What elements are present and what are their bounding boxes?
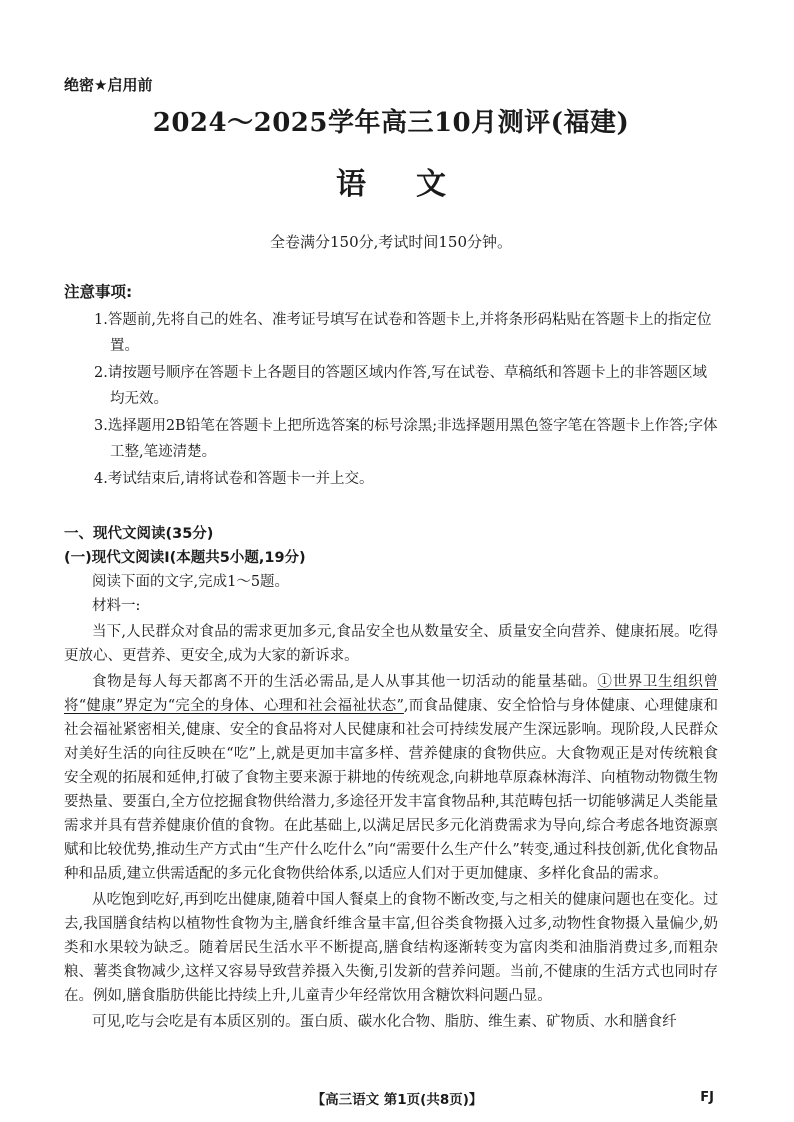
region-code: FJ: [700, 1090, 714, 1105]
subsection-heading: (一)现代文阅读Ⅰ(本题共5小题,19分): [64, 550, 306, 566]
passage-paragraph: 可见,吃与会吃是有本质区别的。蛋白质、碳水化合物、脂肪、维生素、矿物质、水和膳食纤: [92, 1014, 677, 1030]
exam-title: 2024～2025学年高三10月测评(福建): [152, 108, 630, 138]
passage-paragraph: 从吃饱到吃好,再到吃出健康,随着中国人餐桌上的食物不断改变,与之相关的健康问题也在变化。过去,我国膳食结构以植物性食物为主,膳食纤维含量丰富,但谷类食物摄入过多,动物性食物摄入量偏少,奶类和水果较为缺乏。随着居民生活水平不断提高,膳食结构逐渐转变为富肉类和油脂消费过多,而粗杂粮、薯类食物减少,这样又容易导致营养摄入失衡,引发新的营养问题。当前,不健康的生活方式也同时存在。例如,膳食脂肪供能比持续上升,儿童青少年经常饮用含糖饮料问题凸显。: [64, 892, 718, 1004]
reading-instruction: 阅读下面的文字,完成1～5题。: [92, 574, 290, 590]
passage-paragraph: 当下,人民群众对食品的需求更加多元,食品安全也从数量安全、质量安全向营养、健康拓展。吃得更放心、更营养、更安全,成为大家的新诉求。: [64, 624, 718, 664]
subject-title: 语文: [336, 167, 496, 202]
notice-list: [94, 307, 718, 492]
exam-info: 全卷满分150分,考试时间150分钟。: [269, 233, 513, 251]
passage-paragraph: [64, 670, 718, 886]
notice-item: 3.选择题用2B铅笔在答题卡上把所选答案的标号涂黑;非选择题用黑色签字笔在答题卡上作答;字体工整,笔迹清楚。: [94, 418, 718, 460]
page-footer: 【高三语文 第1页(共8页)】: [311, 1092, 483, 1108]
notice-item: 2.请按题号顺序在答题卡上各题目的答题区域内作答,写在试卷、草稿纸和答题卡上的非答题区域均无效。: [94, 365, 707, 407]
section-heading: 一、现代文阅读(35分): [64, 526, 214, 542]
notice-heading: 注意事项:: [64, 283, 133, 301]
notice-item: 4.考试结束后,请将试卷和答题卡一并上交。: [94, 471, 374, 487]
underlined-text: 世界卫生组织曾将“健康”界定为“完全的身体、心理和社会福祉状态”: [64, 674, 718, 714]
notice-item: 1.答题前,先将自己的姓名、准考证号填写在试卷和答题卡上,并将条形码粘贴在答题卡上的指定位置。: [94, 312, 712, 354]
passage-text: ,而食品健康、安全恰恰与身体健康、心理健康和社会福祉紧密相关,健康、安全的食品将对人民健康和社会可持续发展产生深远影响。现阶段,人民群众对美好生活的向往反映在“吃”上,就是更加丰富多样、营养健康的食物供应。大食物观正是对传统粮食安全观的拓展和延伸,打破了食物主要来源于耕地的传统观念,向耕地草原森林海洋、向植物动物微生物要热量、要蛋白,全方位挖掘食物供给潜力,多途径开发丰富食物品种,其范畴包括一切能够满足人类能量需求并具有营养健康价值的食物。在此基础上,以满足居民多元化消费需求为导向,综合考虑各地资源禀赋和比较优势,推动生产方式由“生产什么吃什么”向“需要什么生产什么”转变,通过科技创新,优化食物品种和品质,建立供需适配的多元化食物供给体系,以适应人们对于更加健康、多样化食品的需求。: [64, 698, 718, 882]
passage-text: 食物是每人每天都离不开的生活必需品,是人从事其他一切活动的能量基础。: [92, 674, 598, 690]
confidential-label: 绝密★启用前: [64, 76, 153, 94]
material-label: 材料一:: [92, 598, 141, 614]
circled-number-marker: ①: [597, 674, 613, 690]
